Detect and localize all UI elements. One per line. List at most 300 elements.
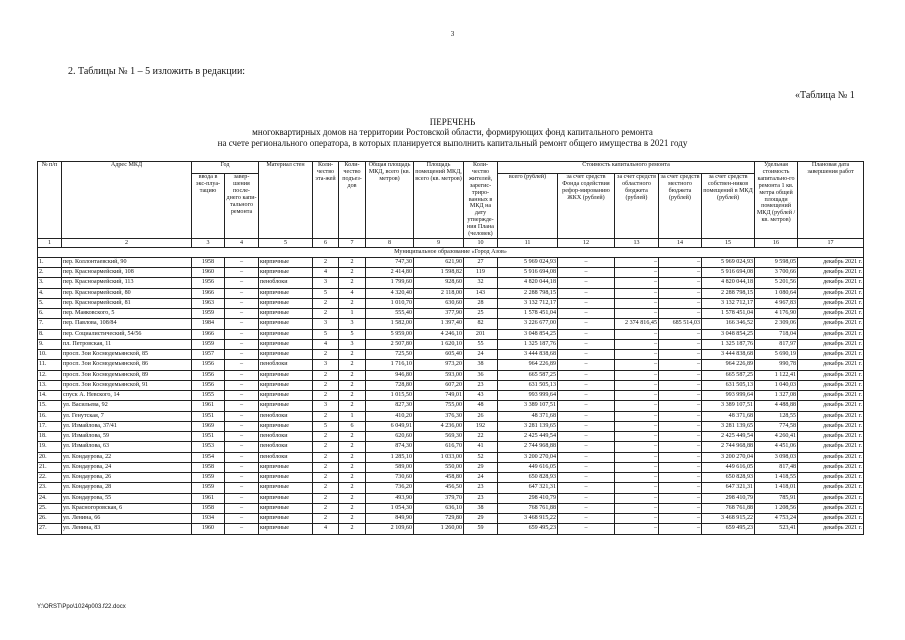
row-cost-fund: – [558, 493, 615, 503]
row-entrances: 3 [339, 319, 366, 329]
row-planned-date: декабрь 2021 г. [798, 452, 864, 462]
row-planned-date: декабрь 2021 г. [798, 514, 864, 524]
row-cost-owners: 993 999,64 [702, 391, 755, 401]
row-year-commission: 1951 [192, 432, 225, 442]
row-planned-date: декабрь 2021 г. [798, 524, 864, 534]
column-number: 17 [798, 238, 864, 247]
row-unit-cost: 4 488,88 [755, 401, 798, 411]
row-cost-owners: 964 226,89 [702, 360, 755, 370]
row-year-commission: 1961 [192, 493, 225, 503]
row-wall-material: пеноблоки [259, 411, 313, 421]
row-premises-area: 729,80 [414, 514, 464, 524]
row-premises-area: 379,70 [414, 493, 464, 503]
row-residents: 32 [464, 278, 498, 288]
row-cost-total: 1 325 187,76 [498, 339, 558, 349]
row-floors: 2 [313, 411, 339, 421]
header-address: Адрес МКД [62, 162, 192, 239]
table-row [38, 514, 864, 524]
row-year-last-repair: – [225, 473, 259, 483]
row-planned-date: декабрь 2021 г. [798, 298, 864, 308]
row-unit-cost: 4 451,06 [755, 442, 798, 452]
header-year-last-repair: завер-шения после-днего капи-тального ремонта [225, 174, 259, 239]
row-cost-regional: – [615, 432, 659, 442]
row-cost-total: 647 321,31 [498, 483, 558, 493]
table-row [38, 401, 864, 411]
row-entrances: 2 [339, 380, 366, 390]
row-cost-local: – [659, 411, 702, 421]
row-floors: 2 [313, 473, 339, 483]
row-num: 18. [38, 432, 62, 442]
row-address: ул. Генутская, 7 [62, 411, 192, 421]
row-year-commission: 1960 [192, 268, 225, 278]
row-wall-material: кирпичные [259, 391, 313, 401]
row-year-last-repair: – [225, 360, 259, 370]
row-planned-date: декабрь 2021 г. [798, 319, 864, 329]
column-number: 11 [498, 238, 558, 247]
row-year-commission: 1934 [192, 514, 225, 524]
row-year-commission: 1954 [192, 452, 225, 462]
row-residents: 22 [464, 432, 498, 442]
row-year-commission: 1957 [192, 350, 225, 360]
row-residents: 25 [464, 309, 498, 319]
row-entrances: 2 [339, 370, 366, 380]
row-cost-regional: – [615, 380, 659, 390]
column-number: 7 [339, 238, 366, 247]
column-number: 12 [558, 238, 615, 247]
row-year-last-repair: – [225, 268, 259, 278]
row-floors: 2 [313, 514, 339, 524]
row-address: ул. Васильева, 92 [62, 401, 192, 411]
row-cost-total: 2 288 798,15 [498, 288, 558, 298]
row-cost-fund: – [558, 524, 615, 534]
row-total-area: 874,30 [366, 442, 414, 452]
row-year-last-repair: – [225, 319, 259, 329]
row-cost-local: – [659, 452, 702, 462]
row-planned-date: декабрь 2021 г. [798, 309, 864, 319]
row-cost-owners: 3 389 107,51 [702, 401, 755, 411]
municipality-row [38, 247, 864, 257]
row-year-commission: 1958 [192, 462, 225, 472]
row-residents: 119 [464, 268, 498, 278]
row-cost-owners: 1 578 451,04 [702, 309, 755, 319]
column-number: 13 [615, 238, 659, 247]
row-wall-material: кирпичные [259, 524, 313, 534]
row-year-commission: 1956 [192, 360, 225, 370]
row-planned-date: декабрь 2021 г. [798, 329, 864, 339]
row-entrances: 2 [339, 473, 366, 483]
row-cost-total: 3 226 677,00 [498, 319, 558, 329]
row-unit-cost: 1 122,41 [755, 370, 798, 380]
row-premises-area: 755,00 [414, 401, 464, 411]
row-year-commission: 1966 [192, 288, 225, 298]
row-floors: 3 [313, 319, 339, 329]
row-cost-total: 650 828,93 [498, 473, 558, 483]
row-address: ул. Кондаурова, 22 [62, 452, 192, 462]
row-num: 25. [38, 503, 62, 513]
row-unit-cost: 1 327,08 [755, 391, 798, 401]
row-unit-cost: 774,58 [755, 421, 798, 431]
column-number: 9 [414, 238, 464, 247]
row-unit-cost: 817,97 [755, 339, 798, 349]
row-year-commission: 1959 [192, 309, 225, 319]
row-cost-total: 3 444 838,68 [498, 350, 558, 360]
row-planned-date: декабрь 2021 г. [798, 411, 864, 421]
row-cost-regional: – [615, 257, 659, 267]
row-year-last-repair: – [225, 462, 259, 472]
row-unit-cost: 1 208,56 [755, 503, 798, 513]
row-num: 2. [38, 268, 62, 278]
row-residents: 23 [464, 493, 498, 503]
row-num: 13. [38, 380, 62, 390]
row-cost-regional: – [615, 524, 659, 534]
row-year-last-repair: – [225, 329, 259, 339]
row-year-last-repair: – [225, 298, 259, 308]
row-floors: 4 [313, 339, 339, 349]
row-residents: 82 [464, 319, 498, 329]
row-year-commission: 1984 [192, 319, 225, 329]
row-premises-area: 621,90 [414, 257, 464, 267]
row-cost-fund: – [558, 401, 615, 411]
row-cost-owners: 166 346,52 [702, 319, 755, 329]
row-num: 17. [38, 421, 62, 431]
row-cost-fund: – [558, 288, 615, 298]
row-entrances: 3 [339, 339, 366, 349]
row-year-commission: 1960 [192, 524, 225, 534]
row-wall-material: кирпичные [259, 462, 313, 472]
table-row [38, 350, 864, 360]
row-floors: 5 [313, 421, 339, 431]
row-num: 10. [38, 350, 62, 360]
row-entrances: 5 [339, 329, 366, 339]
row-wall-material: кирпичные [259, 288, 313, 298]
row-premises-area: 1 033,00 [414, 452, 464, 462]
header-cost-total: всего (рублей) [498, 174, 558, 239]
row-floors: 2 [313, 309, 339, 319]
row-address: пер. Красноармейский, 80 [62, 288, 192, 298]
header-entrances: Коли-чество подъез-дов [339, 162, 366, 239]
row-cost-regional: – [615, 288, 659, 298]
row-address: пер. Красноармейский, 108 [62, 268, 192, 278]
row-cost-local: – [659, 288, 702, 298]
header-unit-cost: Удельная стоимость капитально-го ремонта 1 кв. метра общей площади помещений МКД (рублей / кв. метров) [755, 162, 798, 239]
row-cost-regional: – [615, 483, 659, 493]
row-floors: 2 [313, 350, 339, 360]
table-row [38, 411, 864, 421]
table-header [38, 162, 864, 239]
row-cost-owners: 2 425 449,54 [702, 432, 755, 442]
row-floors: 5 [313, 329, 339, 339]
row-planned-date: декабрь 2021 г. [798, 391, 864, 401]
row-total-area: 725,50 [366, 350, 414, 360]
row-entrances: 2 [339, 257, 366, 267]
row-cost-total: 48 371,68 [498, 411, 558, 421]
row-cost-total: 3 468 915,22 [498, 514, 558, 524]
page-number: 3 [450, 30, 455, 38]
row-total-area: 728,80 [366, 380, 414, 390]
row-residents: 27 [464, 257, 498, 267]
row-premises-area: 973,20 [414, 360, 464, 370]
table-row [38, 309, 864, 319]
row-cost-regional: – [615, 278, 659, 288]
row-num: 3. [38, 278, 62, 288]
row-premises-area: 630,60 [414, 298, 464, 308]
municipality-label: Муниципальное образование «Город Азов» [38, 247, 864, 257]
row-cost-fund: – [558, 503, 615, 513]
row-total-area: 730,60 [366, 473, 414, 483]
row-entrances: 1 [339, 309, 366, 319]
row-cost-owners: 3 132 712,17 [702, 298, 755, 308]
table-row [38, 339, 864, 349]
row-unit-cost: 128,55 [755, 411, 798, 421]
table-row [38, 360, 864, 370]
row-cost-owners: 3 200 270,04 [702, 452, 755, 462]
row-entrances: 2 [339, 462, 366, 472]
row-cost-fund: – [558, 442, 615, 452]
row-cost-total: 298 410,79 [498, 493, 558, 503]
row-cost-total: 665 587,25 [498, 370, 558, 380]
row-cost-fund: – [558, 421, 615, 431]
row-premises-area: 1 260,00 [414, 524, 464, 534]
row-cost-total: 993 999,64 [498, 391, 558, 401]
row-cost-fund: – [558, 514, 615, 524]
row-wall-material: кирпичные [259, 257, 313, 267]
row-unit-cost: 3 098,03 [755, 452, 798, 462]
row-year-last-repair: – [225, 391, 259, 401]
row-cost-owners: 48 371,68 [702, 411, 755, 421]
row-address: ул. Кондаурова, 24 [62, 462, 192, 472]
row-unit-cost: 523,41 [755, 524, 798, 534]
row-cost-local: – [659, 514, 702, 524]
row-total-area: 1 582,00 [366, 319, 414, 329]
row-residents: 38 [464, 360, 498, 370]
row-unit-cost: 1 040,03 [755, 380, 798, 390]
row-planned-date: декабрь 2021 г. [798, 401, 864, 411]
row-cost-total: 5 916 694,08 [498, 268, 558, 278]
row-unit-cost: 4 967,83 [755, 298, 798, 308]
column-number: 10 [464, 238, 498, 247]
row-cost-owners: 3 444 838,68 [702, 350, 755, 360]
row-residents: 26 [464, 411, 498, 421]
row-total-area: 555,40 [366, 309, 414, 319]
row-cost-fund: – [558, 350, 615, 360]
row-year-last-repair: – [225, 411, 259, 421]
row-cost-total: 449 616,05 [498, 462, 558, 472]
row-cost-fund: – [558, 309, 615, 319]
header-cost-owners: за счет средств собствен-ников помещений в МКД (рублей) [702, 174, 755, 239]
row-cost-local: – [659, 503, 702, 513]
row-num: 8. [38, 329, 62, 339]
row-total-area: 493,90 [366, 493, 414, 503]
row-num: 22. [38, 473, 62, 483]
row-cost-local: – [659, 380, 702, 390]
table-row [38, 442, 864, 452]
header-cost-local: за счет средств местного бюджета (рублей) [659, 174, 702, 239]
table-row [38, 473, 864, 483]
row-cost-total: 659 495,23 [498, 524, 558, 534]
row-premises-area: 458,80 [414, 473, 464, 483]
row-num: 6. [38, 309, 62, 319]
row-address: просп. Зои Космодемьянской, 89 [62, 370, 192, 380]
row-num: 1. [38, 257, 62, 267]
row-cost-regional: – [615, 473, 659, 483]
row-entrances: 1 [339, 411, 366, 421]
column-number: 4 [225, 238, 259, 247]
row-total-area: 747,30 [366, 257, 414, 267]
row-year-last-repair: – [225, 401, 259, 411]
table-row [38, 278, 864, 288]
row-num: 15. [38, 401, 62, 411]
row-premises-area: 636,10 [414, 503, 464, 513]
row-floors: 2 [313, 483, 339, 493]
row-total-area: 2 414,80 [366, 268, 414, 278]
row-cost-regional: – [615, 298, 659, 308]
row-year-commission: 1959 [192, 339, 225, 349]
row-wall-material: пеноблоки [259, 278, 313, 288]
row-floors: 2 [313, 503, 339, 513]
row-year-last-repair: – [225, 257, 259, 267]
column-number: 15 [702, 238, 755, 247]
row-planned-date: декабрь 2021 г. [798, 421, 864, 431]
row-wall-material: кирпичные [259, 319, 313, 329]
row-year-last-repair: – [225, 442, 259, 452]
row-floors: 2 [313, 432, 339, 442]
row-planned-date: декабрь 2021 г. [798, 432, 864, 442]
row-planned-date: декабрь 2021 г. [798, 473, 864, 483]
row-residents: 143 [464, 288, 498, 298]
row-entrances: 2 [339, 514, 366, 524]
row-cost-owners: 4 820 044,18 [702, 278, 755, 288]
column-number: 8 [366, 238, 414, 247]
row-year-last-repair: – [225, 421, 259, 431]
row-year-commission: 1951 [192, 411, 225, 421]
row-cost-regional: – [615, 401, 659, 411]
row-residents: 29 [464, 462, 498, 472]
row-total-area: 5 959,00 [366, 329, 414, 339]
row-planned-date: декабрь 2021 г. [798, 483, 864, 493]
title-subheading-1: многоквартирных домов на территории Ростовской области, формирующих фонд капитального ремонта [252, 127, 653, 137]
header-cost-fund: за счет средств Фонда содействия рефор-мированию ЖКХ (рублей) [558, 174, 615, 239]
row-num: 24. [38, 493, 62, 503]
row-cost-total: 3 048 854,25 [498, 329, 558, 339]
row-planned-date: декабрь 2021 г. [798, 503, 864, 513]
row-total-area: 1 015,50 [366, 391, 414, 401]
row-year-last-repair: – [225, 288, 259, 298]
row-address: спуск А. Невского, 14 [62, 391, 192, 401]
row-cost-regional: – [615, 411, 659, 421]
row-year-last-repair: – [225, 524, 259, 534]
row-total-area: 2 109,60 [366, 524, 414, 534]
row-address: пер. Красноармейский, 113 [62, 278, 192, 288]
row-planned-date: декабрь 2021 г. [798, 380, 864, 390]
row-floors: 2 [313, 442, 339, 452]
row-wall-material: кирпичные [259, 493, 313, 503]
row-cost-owners: 5 969 024,93 [702, 257, 755, 267]
header-year-commission: ввода в экс-плуа-тацию [192, 174, 225, 239]
row-cost-owners: 1 325 187,76 [702, 339, 755, 349]
row-unit-cost: 3 700,66 [755, 268, 798, 278]
row-residents: 48 [464, 401, 498, 411]
header-wall-material: Материал стен [259, 162, 313, 239]
row-wall-material: кирпичные [259, 268, 313, 278]
row-cost-fund: – [558, 380, 615, 390]
row-num: 12. [38, 370, 62, 380]
row-floors: 3 [313, 401, 339, 411]
row-num: 27. [38, 524, 62, 534]
row-year-commission: 1959 [192, 483, 225, 493]
row-unit-cost: 718,04 [755, 329, 798, 339]
row-entrances: 2 [339, 452, 366, 462]
row-cost-local: – [659, 401, 702, 411]
row-cost-owners: 298 410,79 [702, 493, 755, 503]
row-total-area: 2 507,80 [366, 339, 414, 349]
row-wall-material: кирпичные [259, 503, 313, 513]
row-cost-total: 4 820 044,18 [498, 278, 558, 288]
row-cost-total: 768 761,88 [498, 503, 558, 513]
row-residents: 59 [464, 524, 498, 534]
row-cost-total: 964 226,89 [498, 360, 558, 370]
column-number: 5 [259, 238, 313, 247]
header-num: № п/п [38, 162, 62, 239]
table-row [38, 493, 864, 503]
row-year-last-repair: – [225, 370, 259, 380]
row-num: 5. [38, 298, 62, 308]
row-cost-regional: – [615, 493, 659, 503]
row-cost-fund: – [558, 432, 615, 442]
file-path-footer: Y:\ORST\Ppo\1024p003.f22.docx [37, 604, 126, 610]
title-heading: ПЕРЕЧЕНЬ [429, 117, 476, 127]
row-address: пер. Красноармейский, 81 [62, 298, 192, 308]
row-cost-regional: – [615, 360, 659, 370]
row-wall-material: кирпичные [259, 483, 313, 493]
row-unit-cost: 5 201,56 [755, 278, 798, 288]
row-premises-area: 605,40 [414, 350, 464, 360]
row-floors: 2 [313, 462, 339, 472]
row-residents: 55 [464, 339, 498, 349]
row-cost-fund: – [558, 278, 615, 288]
table-row [38, 452, 864, 462]
row-entrances: 2 [339, 442, 366, 452]
row-residents: 192 [464, 421, 498, 431]
row-cost-local: – [659, 350, 702, 360]
table-row [38, 380, 864, 390]
row-wall-material: кирпичные [259, 380, 313, 390]
row-wall-material: кирпичные [259, 514, 313, 524]
row-floors: 2 [313, 370, 339, 380]
row-cost-owners: 768 761,88 [702, 503, 755, 513]
row-cost-regional: – [615, 421, 659, 431]
row-entrances: 2 [339, 298, 366, 308]
row-cost-local: – [659, 370, 702, 380]
row-cost-fund: – [558, 391, 615, 401]
row-unit-cost: 4 176,90 [755, 309, 798, 319]
row-total-area: 1 054,30 [366, 503, 414, 513]
row-cost-fund: – [558, 319, 615, 329]
table-row [38, 257, 864, 267]
row-wall-material: кирпичные [259, 298, 313, 308]
row-address: просп. Зои Космодемьянской, 85 [62, 350, 192, 360]
row-cost-regional: – [615, 329, 659, 339]
row-floors: 2 [313, 380, 339, 390]
houses-table [37, 161, 864, 535]
header-total-area: Общая площадь МКД, всего (кв. метров) [366, 162, 414, 239]
row-num: 23. [38, 483, 62, 493]
row-cost-fund: – [558, 339, 615, 349]
row-year-last-repair: – [225, 432, 259, 442]
row-cost-local: – [659, 473, 702, 483]
row-cost-fund: – [558, 483, 615, 493]
row-premises-area: 376,30 [414, 411, 464, 421]
row-floors: 2 [313, 298, 339, 308]
